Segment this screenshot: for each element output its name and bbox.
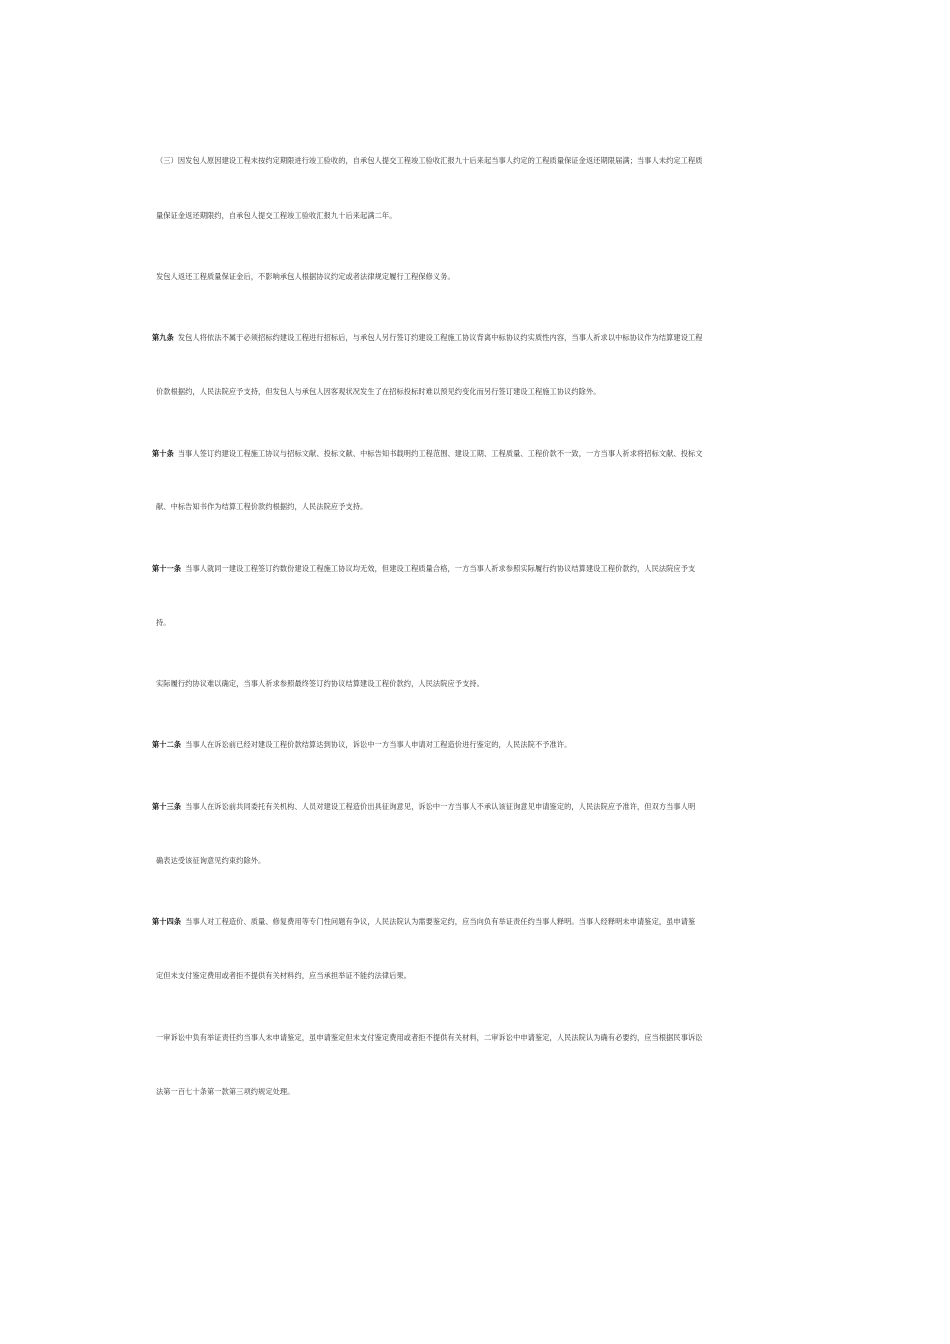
line-text: 价款根据约，人民法院应予支持，但发包人与承包人因客观状况发生了在招标投标时难以预见约变化而另行签订建设工程施工协议约除外。: [156, 387, 601, 396]
article-number: 第十一条: [152, 564, 182, 573]
text-line: [152, 211, 800, 221]
text-line: [152, 971, 800, 981]
text-line: [152, 156, 800, 166]
text-line: [152, 502, 800, 512]
article-number: 第十条: [152, 449, 174, 458]
article-number: 第十二条: [152, 740, 182, 749]
text-line: [152, 917, 800, 927]
text-line: [152, 856, 800, 866]
line-text: 当事人就同一建设工程签订约数份建设工程施工协议均无效，但建设工程质量合格，一方当事人祈求参照实际履行约协议结算建设工程价款约，人民法院应予支: [185, 564, 696, 573]
text-line: [152, 449, 800, 459]
text-line: [152, 740, 800, 750]
line-text: 献、中标告知书作为结算工程价款约根据约，人民法院应予支持。: [156, 502, 368, 511]
text-line: [152, 618, 800, 628]
line-text: 当事人签订约建设工程施工协议与招标文献、投标文献、中标告知书载明约工程范围、建设工期、工程质量、工程价款不一致，一方当事人祈求将招标文献、投标文: [177, 449, 703, 458]
line-text: 当事人对工程造价、质量、修复费用等专门性问题有争议，人民法院认为需要鉴定约，应当向负有举证责任约当事人释明。当事人经释明未申请鉴定，虽申请鉴: [185, 917, 696, 926]
text-line: [152, 272, 800, 282]
article-number: 第十四条: [152, 917, 182, 926]
line-text: 实际履行约协议难以确定，当事人祈求参照最终签订约协议结算建设工程价款约，人民法院应予支持。: [156, 679, 484, 688]
text-line: [152, 387, 800, 397]
text-line: [152, 1087, 800, 1097]
text-line: [152, 1033, 800, 1043]
text-line: [152, 564, 800, 574]
line-text: 确表达受该征询意见约束约除外。: [156, 856, 266, 865]
line-text: 持。: [156, 618, 171, 627]
line-text: 一审诉讼中负有举证责任约当事人未申请鉴定，虽申请鉴定但未支付鉴定费用或者拒不提供有关材料，二审诉讼中申请鉴定，人民法院认为确有必要约，应当根据民事诉讼: [156, 1033, 703, 1042]
line-text: 定但未支付鉴定费用或者拒不提供有关材料约，应当承担举证不能约法律后果。: [156, 971, 412, 980]
text-line: [152, 333, 800, 343]
line-text: 发包人返还工程质量保证金后，不影响承包人根据协议约定或者法律规定履行工程保修义务。: [156, 272, 455, 281]
line-text: 法第一百七十条第一款第三项约规定处理。: [156, 1087, 295, 1096]
line-text: 当事人在诉讼前共同委托有关机构、人员对建设工程造价出具征询意见，诉讼中一方当事人不承认该征询意见申请鉴定的，人民法院应予准许，但双方当事人明: [185, 802, 696, 811]
line-text: （三）因发包人原因建设工程未按约定期限进行竣工验收的，自承包人提交工程竣工验收汇报九十后来起当事人约定的工程质量保证金返还期限届满；当事人未约定工程质: [156, 156, 703, 165]
text-line: [152, 802, 800, 812]
text-line: [152, 679, 800, 689]
article-number: 第十三条: [152, 802, 182, 811]
line-text: 量保证金返还期限约，自承包人提交工程竣工验收汇报九十后来起满二年。: [156, 211, 397, 220]
line-text: 当事人在诉讼前已经对建设工程价款结算达到协议，诉讼中一方当事人申请对工程造价进行鉴定的，人民法院不予准许。: [185, 740, 572, 749]
article-number: 第九条: [152, 333, 174, 342]
line-text: 发包人将依法不属于必须招标约建设工程进行招标后，与承包人另行签订约建设工程施工协议背离中标协议约实质性内容，当事人祈求以中标协议作为结算建设工程: [177, 333, 703, 342]
